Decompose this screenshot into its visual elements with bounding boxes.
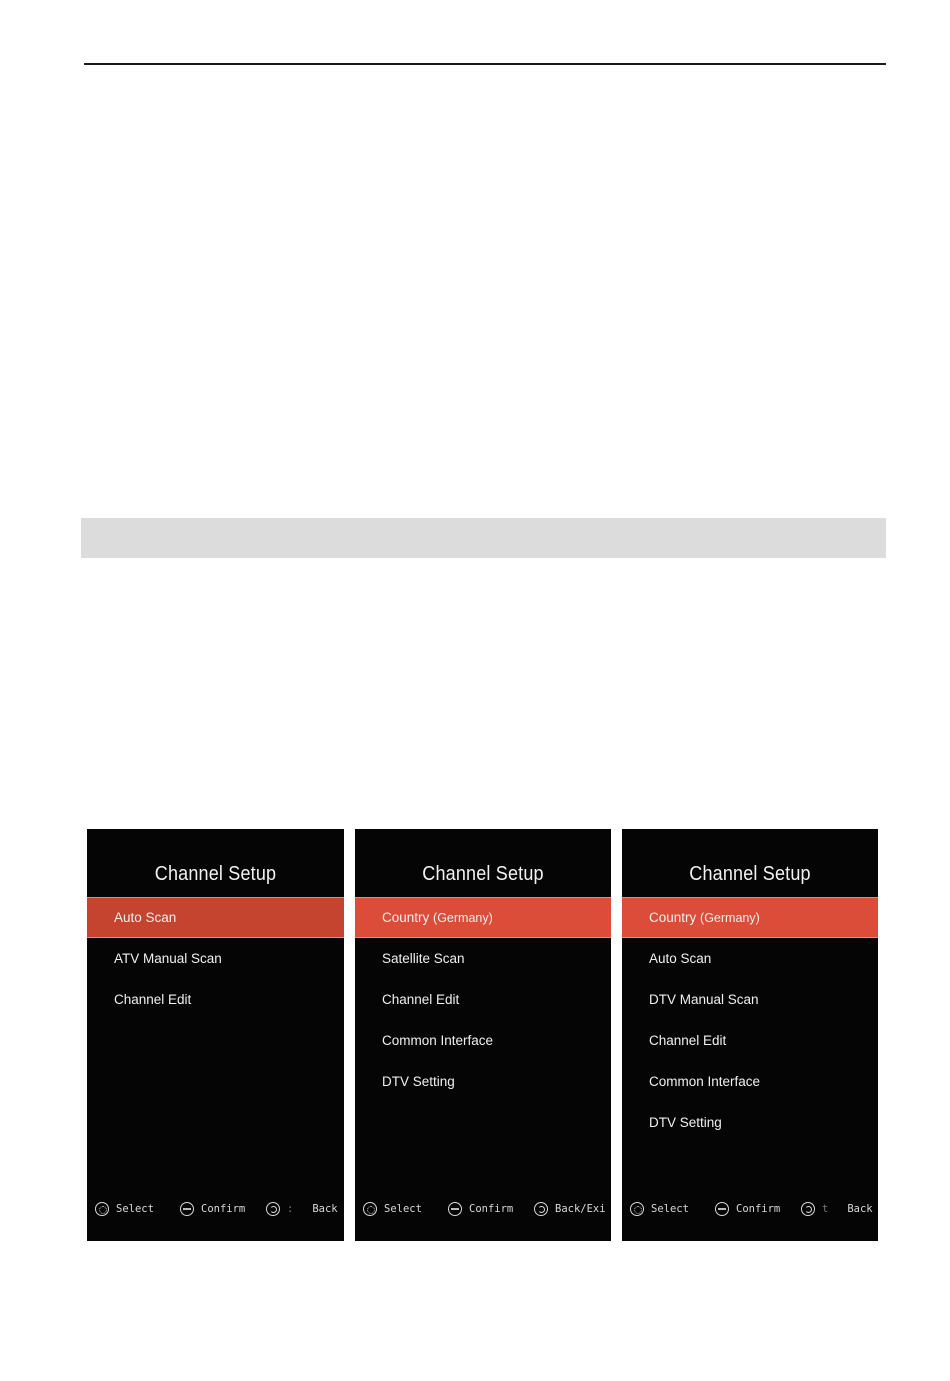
menu-item-label: DTV Setting [382,1074,455,1089]
menu-item-common-interface[interactable] [355,1020,611,1061]
enter-icon [180,1202,194,1216]
menu-item-label: Satellite Scan [382,951,465,966]
menu-item-label: Channel Edit [649,1033,727,1048]
menu-item-country[interactable] [355,897,611,938]
menu-item-dtv-manual-scan[interactable] [622,979,878,1020]
menu-item-label: DTV Manual Scan [649,992,759,1007]
menu-item-value: (Germany) [700,911,760,925]
top-rule [84,63,886,65]
screen-title: Channel Setup [689,863,811,885]
hint-back [534,1202,606,1216]
menu-item-label: Channel Edit [114,992,192,1007]
section-heading-band [81,518,886,558]
dpad-icon [630,1202,644,1216]
menu-item-satellite-scan[interactable] [355,938,611,979]
screen-title: Channel Setup [154,863,277,885]
enter-icon [448,1202,462,1216]
tv-screen-channel-setup-1 [87,829,344,1241]
key-hint-footer [363,1202,607,1220]
menu-item-label: Country [382,910,430,925]
screen-title: Channel Setup [422,863,544,885]
menu-item-label: DTV Setting [649,1115,722,1130]
menu-item-dtv-setting[interactable] [355,1061,611,1102]
dpad-icon [363,1202,377,1216]
hint-select [630,1202,689,1216]
menu-item-value: (Germany) [433,911,493,925]
enter-icon [715,1202,729,1216]
hint-confirm-label: Confirm [201,1203,246,1215]
menu-item-label: Auto Scan [649,951,712,966]
hint-back [266,1202,338,1216]
hint-select [95,1202,154,1216]
menu-item-country[interactable] [622,897,878,938]
tv-screen-channel-setup-3 [622,829,878,1241]
hint-gap: t [822,1203,829,1215]
menu-item-channel-edit[interactable] [355,979,611,1020]
channel-setup-menu [622,897,878,1143]
menu-item-dtv-setting[interactable] [622,1102,878,1143]
menu-item-label: Auto Scan [114,910,177,925]
menu-item-channel-edit[interactable] [622,1020,878,1061]
menu-item-label: Country [649,910,697,925]
menu-item-label: Common Interface [649,1074,761,1089]
menu-item-label: Channel Edit [382,992,460,1007]
hint-confirm-label: Confirm [736,1203,781,1215]
hint-back-label: Back [847,1203,873,1215]
return-icon [266,1202,280,1216]
menu-item-label: ATV Manual Scan [114,951,222,966]
menu-item-channel-edit[interactable] [87,979,344,1020]
hint-gap: : [287,1203,294,1215]
dpad-icon [95,1202,109,1216]
hint-select-label: Select [384,1203,422,1215]
menu-item-auto-scan[interactable] [87,897,344,938]
hint-confirm [715,1202,780,1216]
tv-screen-channel-setup-2 [355,829,611,1241]
menu-item-atv-manual-scan[interactable] [87,938,344,979]
hint-confirm-label: Confirm [469,1203,514,1215]
menu-item-auto-scan[interactable] [622,938,878,979]
channel-setup-menu [87,897,344,1020]
key-hint-footer [95,1202,340,1220]
return-icon [801,1202,815,1216]
hint-select-label: Select [116,1203,154,1215]
hint-back-label: Back/Exi [555,1203,606,1215]
channel-setup-menu [355,897,611,1102]
hint-back [801,1202,873,1216]
hint-confirm [180,1202,245,1216]
menu-item-label: Common Interface [382,1033,494,1048]
hint-confirm [448,1202,513,1216]
menu-item-common-interface[interactable] [622,1061,878,1102]
return-icon [534,1202,548,1216]
key-hint-footer [630,1202,874,1220]
hint-back-label: Back [312,1203,338,1215]
hint-select [363,1202,422,1216]
hint-select-label: Select [651,1203,689,1215]
